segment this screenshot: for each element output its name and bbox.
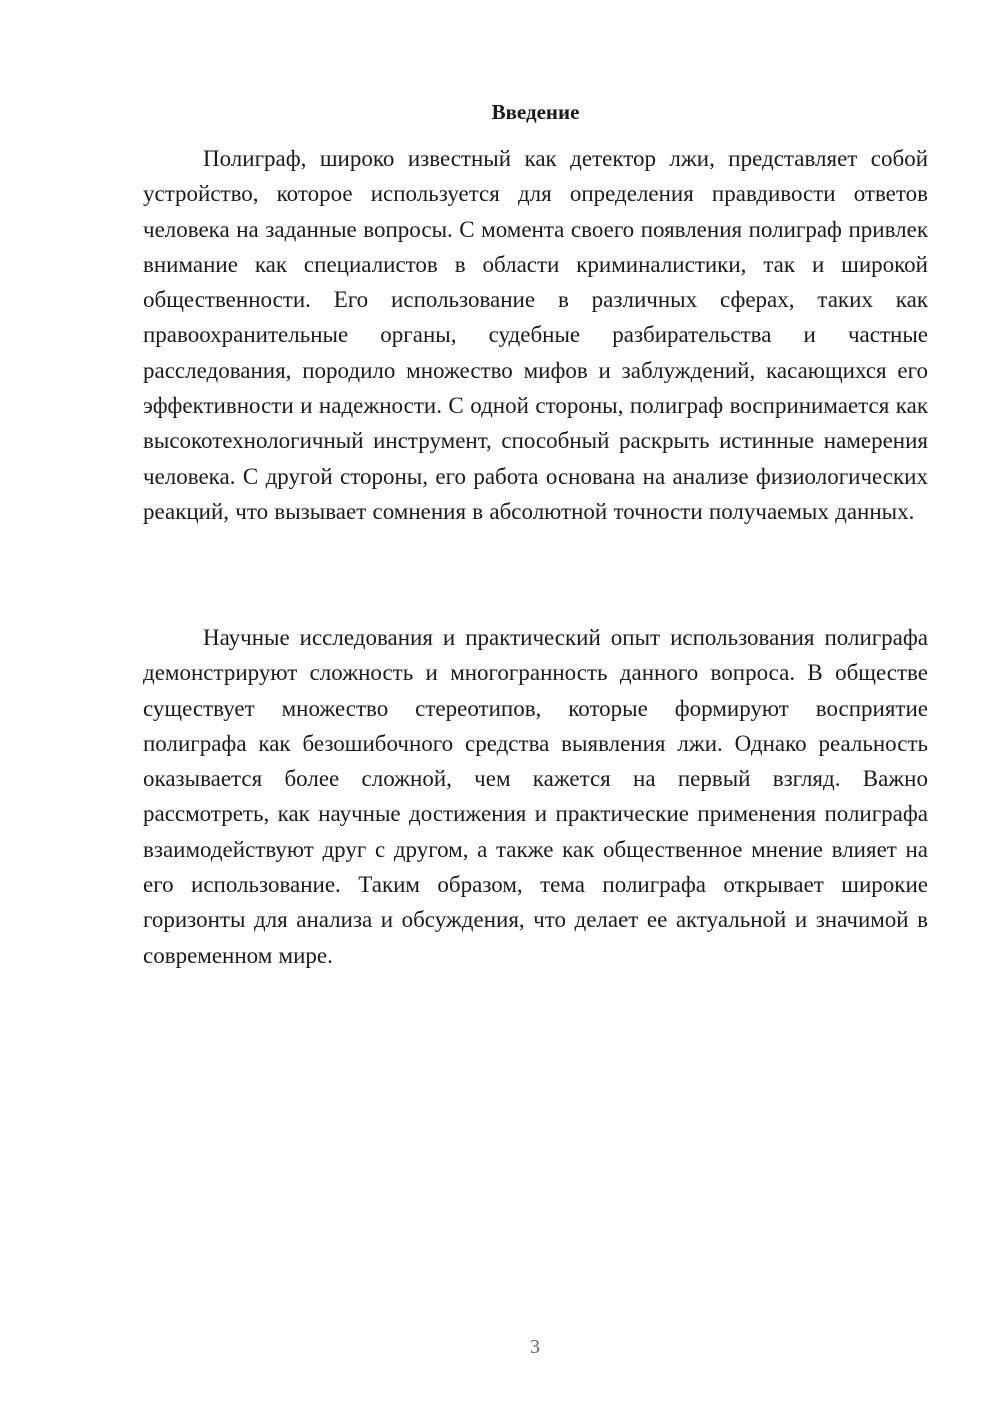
paragraph-1: Полиграф, широко известный как детектор лжи, представляет собой устройство, которое используется для определения правдивости ответов человека на заданные вопросы. С момента своего появления полиграф привлек внимание как специалистов в области криминалистики, так и широкой общественности. Его использование в различных сферах, таких как правоохранительные органы, судебные разбирательства и частные расследования, породило множество мифов и заблуждений, касающихся его эффективности и надежности. С одной стороны, полиграф воспринимается как высокотехнологичный инструмент, способный раскрыть истинные намерения человека. С другой стороны, его работа основана на анализе физиологических реакций, что вызывает сомнения в абсолютной точности получаемых данных. <box>143 146 928 524</box>
section-title: Введение <box>491 100 580 124</box>
page-number: 3 <box>530 1336 540 1358</box>
paragraph-2: Научные исследования и практический опыт использования полиграфа демонстрируют сложность и многогранность данного вопроса. В обществе существует множество стереотипов, которые формируют восприятие полиграфа как безошибочного средства выявления лжи. Однако реальность оказывается более сложной, чем кажется на первый взгляд. Важно рассмотреть, как научные достижения и практические применения полиграфа взаимодействуют друг с другом, а также как общественное мнение влияет на его использование. Таким образом, тема полиграфа открывает широкие горизонты для анализа и обсуждения, что делает ее актуальной и значимой в современном мире. <box>143 625 928 968</box>
